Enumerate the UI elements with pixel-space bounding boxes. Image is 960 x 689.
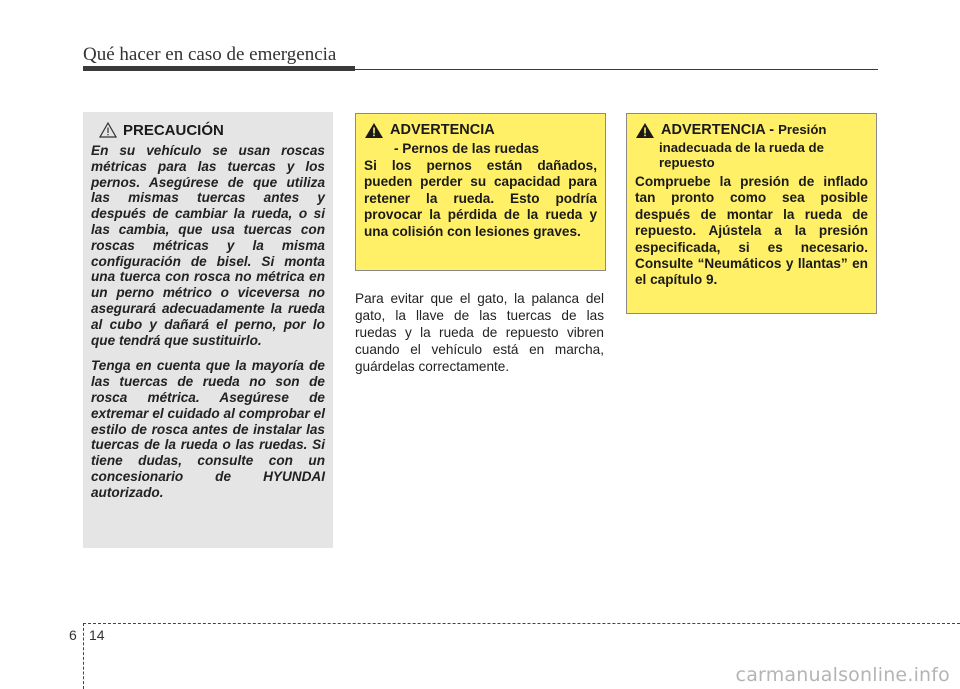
warning-subtitle-cont: inadecuada de la rueda de repuesto xyxy=(659,140,824,170)
caution-paragraph: En su vehículo se usan roscas métricas para las tuercas y los pernos. Asegúrese de que utiliza las mismas tuercas antes y después de cambiar la rueda, o si las cambia, que usa tuercas con roscas métricas y la misma configuración de bisel. Si monta una tuerca con rosca no métrica en un perno métrico o viceversa no asegurará adecuadamente la rueda al cubo y dañará el perno, por lo que tendrá que sustituirlo. xyxy=(91,143,325,348)
header-rule-thin xyxy=(355,69,878,70)
warning-subtitle: Presión xyxy=(778,122,827,137)
warning-header xyxy=(635,122,868,139)
caution-header xyxy=(91,122,325,139)
caution-box xyxy=(83,112,333,548)
warning-subtitle: - Pernos de las ruedas xyxy=(394,141,540,156)
warning-triangle-outline-icon xyxy=(99,122,117,138)
header-rule-thick xyxy=(83,66,355,71)
warning-triangle-filled-icon xyxy=(635,122,655,139)
warning-box-lug-nuts xyxy=(355,113,606,271)
warning-title: ADVERTENCIA - xyxy=(661,122,779,138)
section-number: 6 xyxy=(69,627,77,643)
warning-header xyxy=(364,122,597,139)
footer-rule xyxy=(83,623,960,624)
warning-triangle-filled-icon xyxy=(364,122,384,139)
warning-text: Compruebe la presión de inflado tan pronto como sea posible después de montar la rueda de repuesto. Ajústela a la presión especificada, si es necesario. Consulte “Neumáticos y llantas” en el capítulo 9. xyxy=(635,174,868,288)
page-number: 14 xyxy=(89,627,105,643)
footer-divider xyxy=(83,623,84,689)
watermark: carmanualsonline.info xyxy=(735,664,950,686)
warning-title-block xyxy=(661,122,826,138)
page-header-title: Qué hacer en caso de emergencia xyxy=(83,44,337,65)
warning-box-spare-pressure xyxy=(626,113,877,314)
warning-text: Si los pernos están dañados, pueden perder su capacidad para retener la rueda. Esto podría provocar la pérdida de la rueda y una colisión con lesiones graves. xyxy=(364,158,597,239)
caution-paragraph: Tenga en cuenta que la mayoría de las tuercas de rueda no son de rosca métrica. Asegúrese de extremar el cuidado al comprobar el estilo de rosca antes de instalar las tuercas de la rueda o las ruedas. Si tiene dudas, consulte con un concesionario de HYUNDAI autorizado. xyxy=(91,358,325,500)
caution-title: PRECAUCIÓN xyxy=(123,122,224,139)
body-paragraph: Para evitar que el gato, la palanca del gato, la llave de las tuercas de las ruedas y la rueda de repuesto vibren cuando el vehículo está en marcha, guárdelas correctamente. xyxy=(355,291,604,374)
warning-title: ADVERTENCIA xyxy=(390,122,495,138)
